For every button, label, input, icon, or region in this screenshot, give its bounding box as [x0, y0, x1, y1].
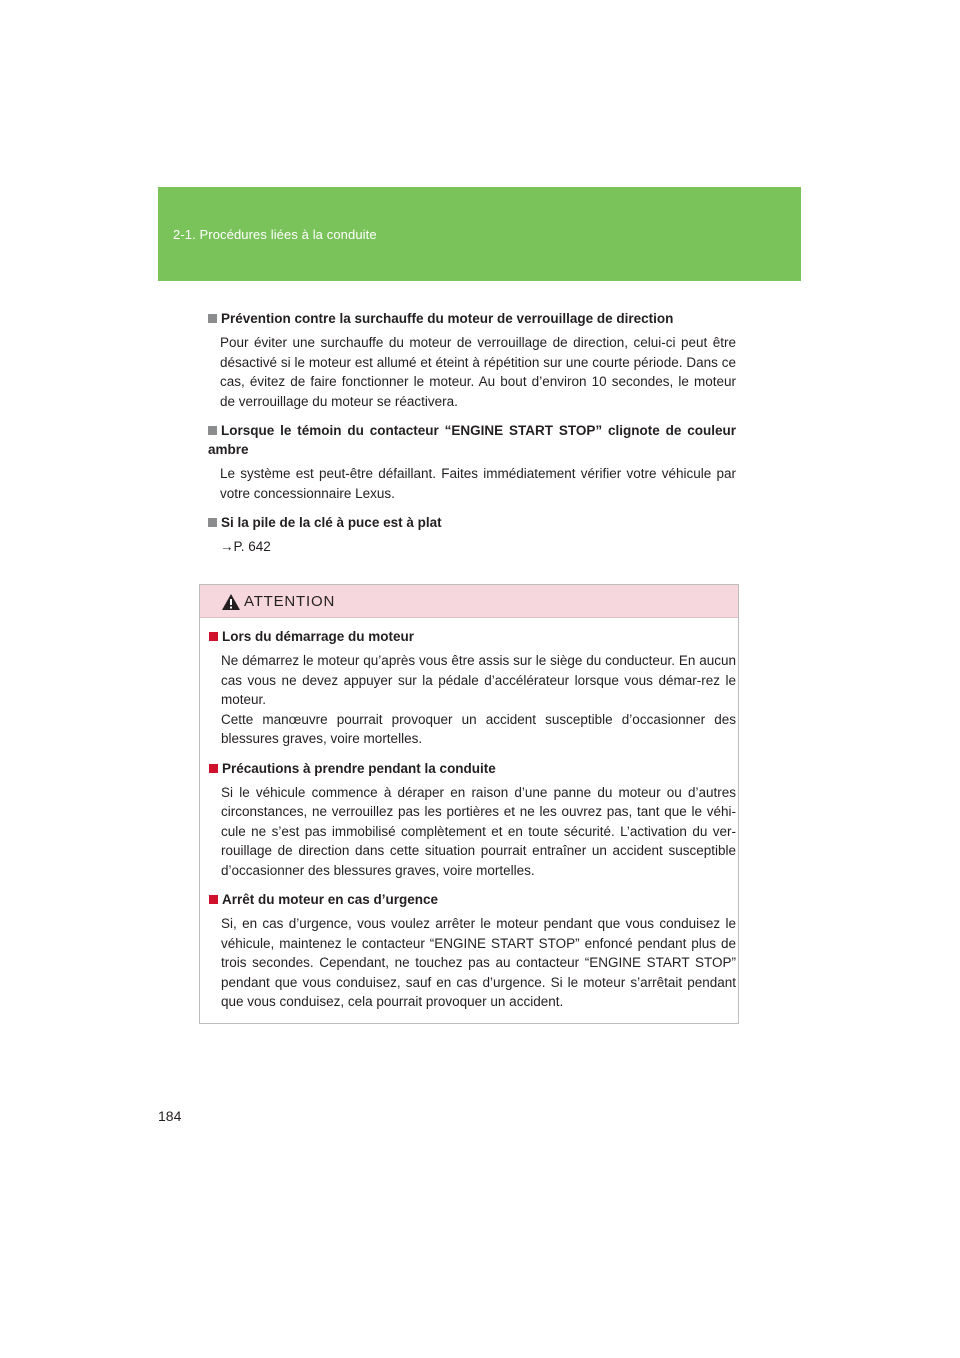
- attention-heading-text: Arrêt du moteur en cas d’urgence: [222, 892, 439, 907]
- note-body: Pour éviter une surchauffe du moteur de verrouillage de direction, celui-ci peut être désactivé si le moteur est allumé et éteint à répétition sur une courte période. Dans ce cas, évitez de faire fonctionner le moteur. Au bout d’environ 10 secondes, le moteur de verrouillage du moteur se réactivera.: [220, 335, 736, 409]
- page-reference-link[interactable]: →P. 642: [220, 539, 271, 554]
- attention-item-body: [221, 651, 736, 749]
- attention-content: [209, 627, 736, 1022]
- note-heading-text: Lorsque le témoin du contacteur “ENGINE START STOP” clignote de couleur ambre: [208, 423, 736, 457]
- section-title: 2-1. Procédures liées à la conduite: [173, 227, 377, 242]
- note-heading: [208, 421, 736, 459]
- attention-paragraph: Ne démarrez le moteur qu’après vous être assis sur le siège du conducteur. En aucun cas vous ne devez appuyer sur la pédale d’accélérateur lorsque vous démar-rez le moteur.: [221, 653, 736, 707]
- attention-box: [199, 584, 739, 1024]
- attention-item-body: Si le véhicule commence à déraper en raison d’une panne du moteur ou d’autres circonstances, ne verrouillez pas les portières et ne les ouvrez pas, tant que le véhi-cule ne s’est pas immobilisé complètement et en toute sécurité. L’activation du ver-rouillage de direction dans cette situation pourrait entraîner un accident susceptible d’occasionner des blessures graves, voire mortelles.: [221, 784, 736, 878]
- square-bullet-icon: [209, 895, 218, 904]
- page-number: 184: [158, 1108, 182, 1124]
- square-bullet-icon: [208, 518, 217, 527]
- attention-heading-text: Précautions à prendre pendant la conduite: [222, 760, 496, 776]
- note-heading: [208, 513, 736, 532]
- attention-title: ATTENTION: [244, 593, 336, 610]
- square-bullet-icon: [208, 426, 217, 435]
- square-bullet-icon: [209, 632, 218, 641]
- attention-header: [200, 585, 738, 618]
- warning-triangle-icon: [221, 593, 241, 611]
- note-heading: [208, 309, 736, 328]
- attention-paragraph: Cette manœuvre pourrait provoquer un accident susceptible d’occasionner des blessures graves, voire mortelles.: [221, 711, 736, 746]
- section-header-band: [158, 187, 801, 281]
- notes-section: [208, 309, 736, 567]
- note-body: Le système est peut-être défaillant. Faites immédiatement vérifier votre véhicule par votre concessionnaire Lexus.: [220, 466, 736, 501]
- square-bullet-icon: [208, 314, 217, 323]
- square-bullet-icon: [209, 764, 218, 773]
- attention-item-heading: [209, 759, 736, 778]
- note-heading-text: Si la pile de la clé à puce est à plat: [221, 515, 442, 530]
- attention-item-heading: [209, 627, 736, 646]
- attention-item-heading: [209, 890, 736, 909]
- attention-item-body: Si, en cas d’urgence, vous voulez arrêter le moteur pendant que vous conduisez le véhicule, maintenez le contacteur “ENGINE START STOP” enfoncé pendant plus de trois secondes. Cependant, ne touchez pas au contacteur “ENGINE START STOP” pendant que vous conduisez, sauf en cas d’urgence. Si le moteur s’arrêtait pendant que vous conduisez, cela pourrait provoquer un accident.: [221, 916, 736, 1009]
- note-heading-text: Prévention contre la surchauffe du moteur de verrouillage de direction: [221, 311, 674, 326]
- attention-heading-text: Lors du démarrage du moteur: [222, 629, 415, 644]
